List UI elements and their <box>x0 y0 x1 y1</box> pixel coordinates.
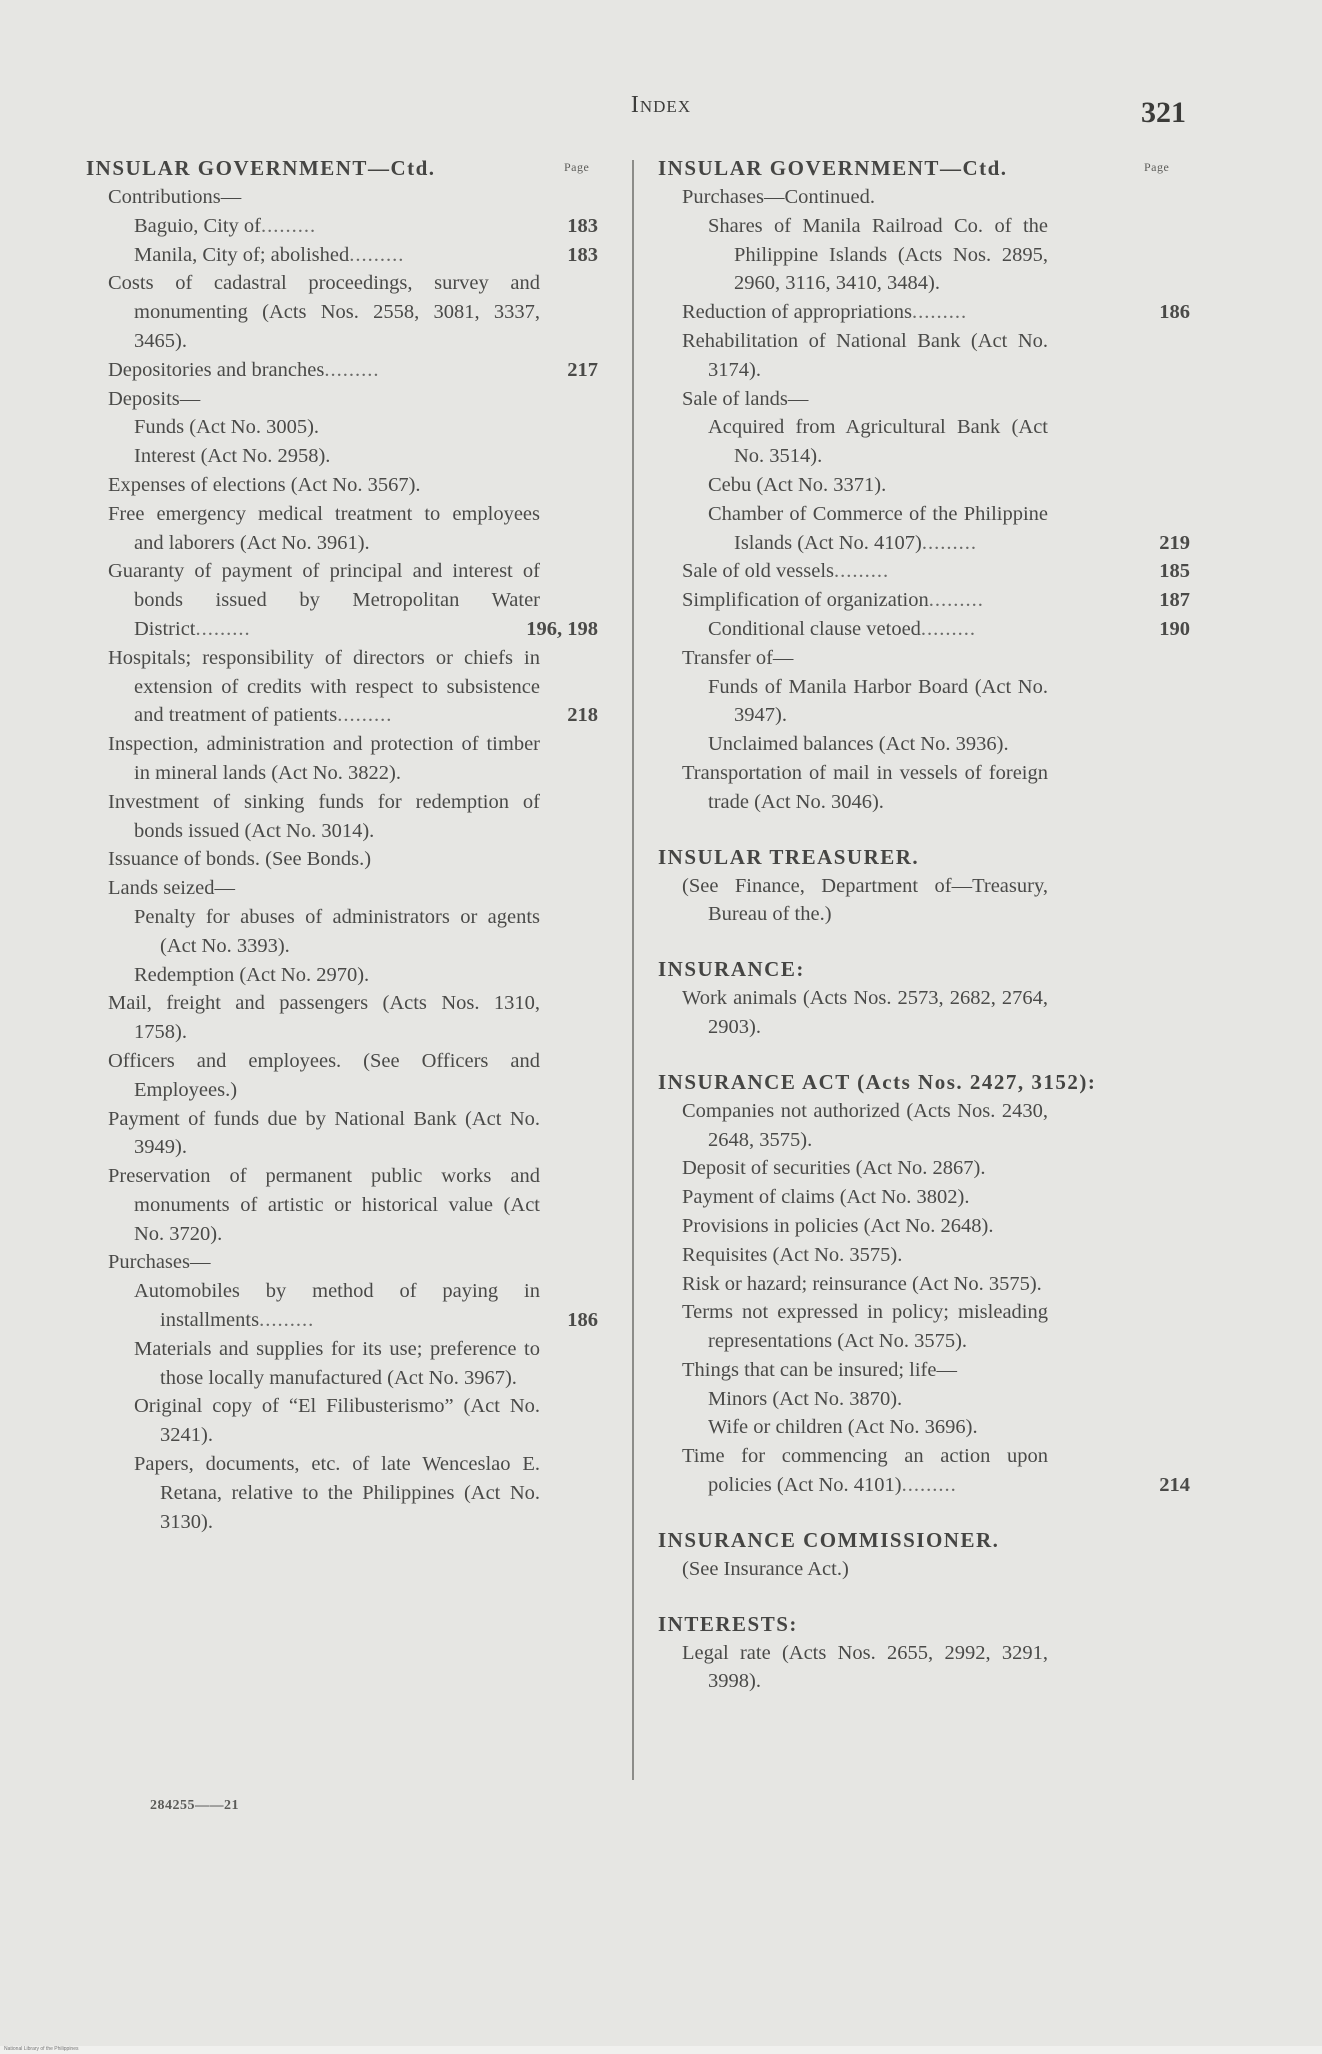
index-entry-text: Purchases— <box>108 1251 211 1274</box>
index-entry-text: Depositories and branches <box>108 358 325 381</box>
leader-dots: ......... <box>324 358 380 381</box>
left-column <box>86 154 610 1536</box>
index-entry <box>86 1162 610 1248</box>
index-heading-block <box>658 843 1118 930</box>
index-entry-text: Reduction of appropriations <box>682 301 913 324</box>
index-entry <box>658 730 1118 759</box>
scan-credit: National Library of the Philippines <box>4 2046 79 2052</box>
index-entry <box>658 1270 1118 1299</box>
leader-dots: ......... <box>921 531 978 554</box>
index-entry <box>658 1639 1118 1697</box>
index-entry <box>658 615 1190 644</box>
index-entry <box>658 1413 1118 1442</box>
index-entry <box>658 298 1190 327</box>
index-entry <box>86 903 610 961</box>
index-entry-text: Payment of funds due by National Bank (Act No. 3949). <box>108 1107 540 1159</box>
index-entry-text: Papers, documents, etc. of late Wenceslao E. Retana, relative to the Philippines (Act No. 3130). <box>134 1453 540 1533</box>
index-entry-text: Rehabilitation of National Bank (Act No. 3174). <box>682 329 1048 381</box>
index-heading: INSURANCE: <box>658 957 805 982</box>
index-heading-block <box>658 1610 1118 1697</box>
index-entry <box>658 413 1118 471</box>
index-entry <box>86 788 610 846</box>
index-entry <box>86 730 610 788</box>
index-entry-text: Manila, City of; abolished <box>134 243 350 266</box>
index-entry-text: Penalty for abuses of administrators or agents (Act No. 3393). <box>134 905 540 957</box>
index-entry <box>86 356 610 385</box>
index-entry-text: Redemption (Act No. 2970). <box>134 963 370 986</box>
index-page-ref: 218 <box>567 704 598 727</box>
index-entry <box>86 644 610 730</box>
leader-dots: ......... <box>928 589 984 612</box>
index-entry <box>658 1385 1118 1414</box>
index-heading: INSURANCE COMMISSIONER. <box>658 1527 1000 1552</box>
index-heading: INSULAR GOVERNMENT—Ctd. <box>658 156 1008 180</box>
index-entry-text: Issuance of bonds. (See Bonds.) <box>108 848 372 871</box>
index-entry-text: Sale of old vessels <box>682 560 835 583</box>
index-entry <box>86 845 610 874</box>
leader-dots: ......... <box>349 243 405 266</box>
index-heading-block <box>658 1526 1118 1584</box>
index-entry <box>658 984 1118 1042</box>
index-entry-text: Guaranty of payment of principal and interest of bonds issued by Metropolitan Water District <box>108 560 540 640</box>
index-entry-text: Original copy of “El Filibusterismo” (Act No. 3241). <box>134 1395 540 1447</box>
index-page-ref: 186 <box>567 1309 598 1332</box>
index-entry-text: Conditional clause vetoed <box>708 617 921 640</box>
index-entry-text: Chamber of Commerce of the Philippine Islands (Act No. 4107) <box>708 502 1048 554</box>
index-entry <box>86 1450 610 1536</box>
column-divider <box>632 160 634 1780</box>
index-entry-text: Baguio, City of <box>134 214 261 237</box>
index-entry <box>658 327 1118 385</box>
page-column-label: Page <box>1144 160 1170 174</box>
page-title: Index <box>630 92 692 118</box>
index-entry-text: Transfer of— <box>682 646 794 669</box>
index-entry-text: Sale of lands— <box>682 387 809 410</box>
index-entry-text: Requisites (Act No. 3575). <box>682 1243 903 1266</box>
index-entry <box>658 586 1190 615</box>
index-entry <box>86 212 610 241</box>
right-column <box>658 154 1190 1696</box>
index-entry <box>658 471 1118 500</box>
index-entry-text: Minors (Act No. 3870). <box>708 1387 903 1410</box>
index-heading: INSURANCE ACT (Acts Nos. 2427, 3152): <box>658 1069 1097 1094</box>
index-entry-text: Officers and employees. (See Officers and Employees.) <box>108 1049 540 1101</box>
index-entry <box>86 1392 610 1450</box>
index-entry-text: Inspection, administration and protection of timber in mineral lands (Act No. 3822). <box>108 733 540 784</box>
index-entry <box>86 1277 610 1335</box>
index-entry <box>658 644 1118 673</box>
index-entry-text: Mail, freight and passengers (Acts Nos. 1310, 1758). <box>108 992 540 1044</box>
index-entry-text: Acquired from Agricultural Bank (Act No. 3514). <box>708 416 1048 468</box>
index-entry-text: Risk or hazard; reinsurance (Act No. 3575). <box>682 1272 1042 1295</box>
index-entry <box>86 1047 610 1105</box>
index-entry <box>658 1183 1118 1212</box>
index-entry <box>86 961 610 990</box>
index-entry-text: Free emergency medical treatment to employees and laborers (Act No. 3961). <box>108 502 540 554</box>
index-entry <box>658 1154 1118 1183</box>
index-entry <box>658 1298 1118 1356</box>
index-page-ref: 196, 198 <box>526 617 598 640</box>
index-entry-text: Terms not expressed in policy; misleading representations (Act No. 3575). <box>682 1301 1048 1353</box>
index-page-ref: 217 <box>567 358 598 381</box>
leader-dots: ......... <box>260 214 317 237</box>
index-entry-text: Deposits— <box>108 387 201 410</box>
index-entry-text: Simplification of organization <box>682 589 929 612</box>
leader-dots: ......... <box>337 704 393 727</box>
index-entry-text: Legal rate (Acts Nos. 2655, 2992, 3291, 3998). <box>682 1641 1048 1693</box>
index-entry <box>658 557 1190 586</box>
page-column-label: Page <box>564 160 590 174</box>
index-entry <box>86 874 610 903</box>
index-entry <box>86 413 610 442</box>
index-entry-text: Things that can be insured; life— <box>682 1358 957 1381</box>
index-entry-text: Funds of Manila Harbor Board (Act No. 3947). <box>708 675 1048 727</box>
index-entry <box>86 500 610 558</box>
index-entry <box>658 1555 1118 1584</box>
index-entry-text: Unclaimed balances (Act No. 3936). <box>708 733 1009 756</box>
index-entry-text: Time for commencing an action upon policies (Act No. 4101) <box>682 1445 1048 1497</box>
index-heading: INSULAR GOVERNMENT—Ctd. <box>86 156 436 180</box>
leader-dots: ......... <box>195 617 251 640</box>
index-entry-text: Lands seized— <box>108 877 235 900</box>
leader-dots: ......... <box>901 1474 957 1497</box>
index-entry <box>86 1248 610 1277</box>
index-page-ref: 186 <box>1159 301 1190 324</box>
index-entry <box>658 183 1118 212</box>
index-entry <box>86 241 610 270</box>
index-entry <box>86 183 610 212</box>
index-heading-block <box>658 955 1118 1042</box>
index-heading-block <box>86 154 610 1536</box>
index-page-ref: 190 <box>1159 617 1190 640</box>
index-entry-text: Automobiles by method of paying in installments <box>134 1280 540 1332</box>
index-entry <box>658 1212 1118 1241</box>
index-entry-text: Investment of sinking funds for redemption of bonds issued (Act No. 3014). <box>108 790 540 842</box>
index-entry-text: Purchases—Continued. <box>682 186 876 208</box>
leader-dots: ......... <box>912 301 968 324</box>
index-page-ref: 183 <box>567 214 598 237</box>
index-entry-text: Cebu (Act No. 3371). <box>708 473 887 496</box>
leader-dots: ......... <box>920 617 977 640</box>
index-entry <box>86 385 610 414</box>
index-entry <box>658 1097 1118 1155</box>
index-entry <box>658 1442 1190 1500</box>
index-page-ref: 187 <box>1159 589 1190 612</box>
index-heading: INSULAR TREASURER. <box>658 844 920 869</box>
index-entry <box>86 471 610 500</box>
index-entry <box>86 989 610 1047</box>
leader-dots: ......... <box>259 1309 315 1332</box>
index-entry <box>86 1335 610 1393</box>
page-number: 321 <box>1141 96 1186 129</box>
index-entry-text: Wife or children (Act No. 3696). <box>708 1416 978 1439</box>
index-entry <box>658 212 1118 298</box>
index-entry-text: (See Finance, Department of—Treasury, Bureau of the.) <box>682 874 1048 926</box>
index-entry <box>658 500 1190 558</box>
index-entry-text: Shares of Manila Railroad Co. of the Philippine Islands (Acts Nos. 2895, 2960, 3116, 3410, 3484). <box>708 214 1048 295</box>
index-entry <box>658 1356 1118 1385</box>
index-entry <box>658 385 1118 414</box>
index-entry <box>86 1105 610 1163</box>
index-entry-text: Interest (Act No. 2958). <box>134 445 331 468</box>
index-entry-text: Materials and supplies for its use; preference to those locally manufactured (Act No. 3967). <box>134 1337 540 1389</box>
index-heading: INTERESTS: <box>658 1611 798 1636</box>
print-signature-mark: 284255——21 <box>150 1798 239 1813</box>
index-entry-text: Preservation of permanent public works and monuments of artistic or historical value (Act No. 3720). <box>108 1165 540 1245</box>
index-entry <box>86 442 610 471</box>
index-entry-text: Provisions in policies (Act No. 2648). <box>682 1214 994 1237</box>
index-entry-text: Hospitals; responsibility of directors or chiefs in extension of credits with respect to subsistence and treatment of patients <box>108 646 540 727</box>
index-entry-text: Payment of claims (Act No. 3802). <box>682 1186 970 1209</box>
index-entry-text: (See Insurance Act.) <box>682 1557 849 1580</box>
index-entry-text: Work animals (Acts Nos. 2573, 2682, 2764, 2903). <box>682 987 1048 1038</box>
leader-dots: ......... <box>834 560 890 583</box>
index-page-ref: 219 <box>1159 531 1190 554</box>
index-entry-text: Deposit of securities (Act No. 2867). <box>682 1157 986 1180</box>
index-page-ref: 185 <box>1159 560 1190 583</box>
index-entry-text: Companies not authorized (Acts Nos. 2430, 2648, 3575). <box>682 1099 1048 1151</box>
index-heading-block <box>658 1068 1190 1500</box>
index-entry-text: Contributions— <box>108 186 242 208</box>
index-page-ref: 214 <box>1159 1474 1190 1497</box>
index-entry-text: Expenses of elections (Act No. 3567). <box>108 473 421 496</box>
index-entry <box>658 1241 1118 1270</box>
index-entry <box>658 673 1118 731</box>
scan-credit-strip <box>0 2046 1322 2054</box>
index-entry <box>86 269 610 355</box>
index-entry-text: Transportation of mail in vessels of foreign trade (Act No. 3046). <box>682 761 1048 813</box>
index-entry <box>658 759 1118 817</box>
index-page-ref: 183 <box>567 243 598 266</box>
index-entry <box>86 557 610 643</box>
index-entry-text: Costs of cadastral proceedings, survey and monumenting (Acts Nos. 2558, 3081, 3337, 3465). <box>108 272 540 352</box>
index-entry-text: Funds (Act No. 3005). <box>134 416 320 439</box>
index-entry <box>658 872 1118 930</box>
